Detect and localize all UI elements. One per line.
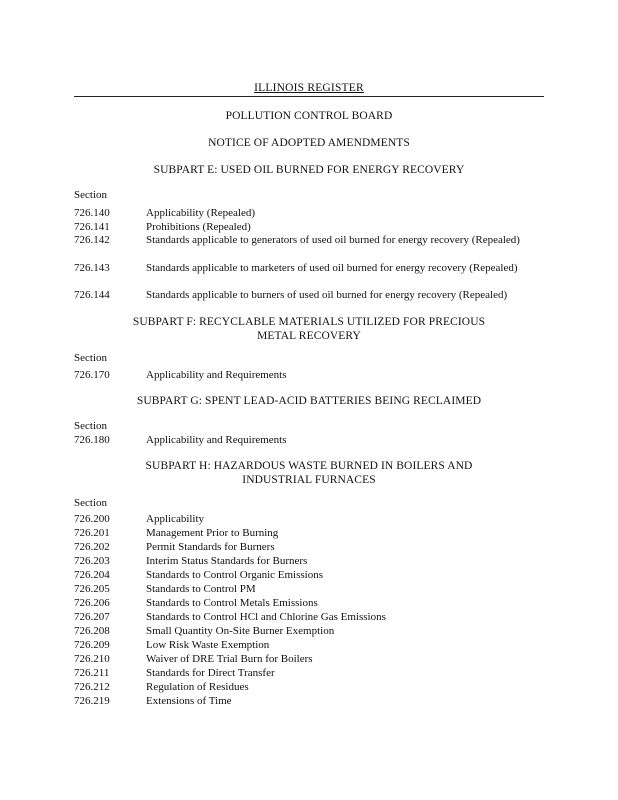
subpart-heading-line: SUBPART H: HAZARDOUS WASTE BURNED IN BOILERS AND xyxy=(145,460,473,472)
section-title: Applicability and Requirements xyxy=(146,434,287,446)
subpart-heading-line: SUBPART E: USED OIL BURNED FOR ENERGY RECOVERY xyxy=(153,164,465,176)
section-entry xyxy=(74,583,554,597)
section-entry xyxy=(74,555,554,569)
section-title: Small Quantity On-Site Burner Exemption xyxy=(146,625,335,637)
section-label: Section xyxy=(74,420,107,432)
subpart-heading-line: METAL RECOVERY xyxy=(257,330,361,342)
section-entry xyxy=(74,695,554,709)
section-number: 726.144 xyxy=(74,289,110,301)
section-entry xyxy=(74,625,554,639)
subpart-heading-line: INDUSTRIAL FURNACES xyxy=(242,474,376,486)
section-number: 726.200 xyxy=(74,513,110,525)
section-title: Applicability and Requirements xyxy=(146,369,287,381)
section-entry xyxy=(74,569,554,583)
section-title: Standards applicable to burners of used oil burned for energy recovery (Repealed) xyxy=(146,289,508,301)
subpart-heading-line: SUBPART G: SPENT LEAD-ACID BATTERIES BEING RECLAIMED xyxy=(136,395,482,407)
section-number: 726.219 xyxy=(74,695,110,707)
section-title: Standards to Control Metals Emissions xyxy=(146,597,318,609)
section-title: Waiver of DRE Trial Burn for Boilers xyxy=(146,653,313,665)
section-title: Standards applicable to marketers of used oil burned for energy recovery (Repealed) xyxy=(146,262,518,274)
section-label: Section xyxy=(74,497,107,509)
section-title: Applicability (Repealed) xyxy=(146,207,256,219)
section-number: 726.205 xyxy=(74,583,110,595)
section-number: 726.202 xyxy=(74,541,110,553)
section-label: Section xyxy=(74,189,107,201)
section-title: Permit Standards for Burners xyxy=(146,541,275,553)
section-entry xyxy=(74,234,554,248)
section-number: 726.208 xyxy=(74,625,110,637)
notice-title: NOTICE OF ADOPTED AMENDMENTS xyxy=(208,137,410,149)
subpart-heading xyxy=(0,315,618,343)
section-entry xyxy=(74,369,554,383)
section-title: Standards to Control HCl and Chlorine Gas Emissions xyxy=(146,611,386,623)
section-number: 726.203 xyxy=(74,555,110,567)
section-entry xyxy=(74,639,554,653)
section-number: 726.212 xyxy=(74,681,110,693)
section-entry xyxy=(74,541,554,555)
section-title: Regulation of Residues xyxy=(146,681,249,693)
section-number: 726.204 xyxy=(74,569,110,581)
section-number: 726.206 xyxy=(74,597,110,609)
section-number: 726.143 xyxy=(74,262,110,274)
section-title: Low Risk Waste Exemption xyxy=(146,639,270,651)
section-entry xyxy=(74,207,554,221)
section-number: 726.207 xyxy=(74,611,110,623)
section-title: Extensions of Time xyxy=(146,695,232,707)
section-entry xyxy=(74,262,554,276)
section-title: Management Prior to Burning xyxy=(146,527,279,539)
section-entry xyxy=(74,527,554,541)
section-title: Standards applicable to generators of used oil burned for energy recovery (Repealed) xyxy=(146,234,520,246)
section-number: 726.201 xyxy=(74,527,110,539)
section-number: 726.141 xyxy=(74,221,110,233)
section-title: Applicability xyxy=(146,513,205,525)
section-entry xyxy=(74,221,554,235)
section-entry xyxy=(74,653,554,667)
section-title: Standards to Control PM xyxy=(146,583,256,595)
section-label: Section xyxy=(74,352,107,364)
section-title: Prohibitions (Repealed) xyxy=(146,221,251,233)
register-title: ILLINOIS REGISTER xyxy=(254,82,364,94)
section-entry xyxy=(74,611,554,625)
section-number: 726.170 xyxy=(74,369,110,381)
section-number: 726.142 xyxy=(74,234,110,246)
section-entry xyxy=(74,667,554,681)
section-number: 726.140 xyxy=(74,207,110,219)
section-number: 726.210 xyxy=(74,653,110,665)
subpart-heading xyxy=(0,163,618,177)
section-entry xyxy=(74,597,554,611)
section-number: 726.211 xyxy=(74,667,110,679)
subpart-heading xyxy=(0,459,618,487)
section-number: 726.180 xyxy=(74,434,110,446)
subpart-heading-line: SUBPART F: RECYCLABLE MATERIALS UTILIZED FOR PRECIOUS xyxy=(132,316,486,328)
section-entry xyxy=(74,289,554,303)
section-title: Standards for Direct Transfer xyxy=(146,667,275,679)
section-entry xyxy=(74,513,554,527)
section-number: 726.209 xyxy=(74,639,110,651)
board-name: POLLUTION CONTROL BOARD xyxy=(225,110,393,122)
header-rule xyxy=(74,96,544,97)
section-entry xyxy=(74,434,554,448)
section-entry xyxy=(74,681,554,695)
subpart-heading xyxy=(0,394,618,408)
section-title: Interim Status Standards for Burners xyxy=(146,555,308,567)
section-title: Standards to Control Organic Emissions xyxy=(146,569,324,581)
